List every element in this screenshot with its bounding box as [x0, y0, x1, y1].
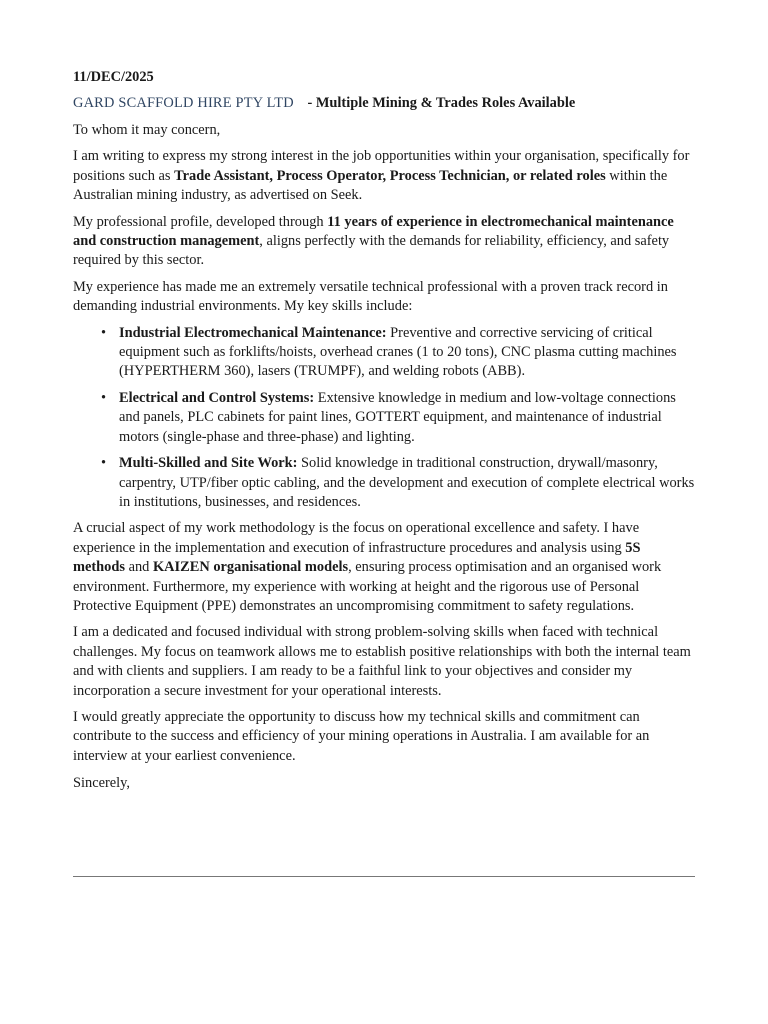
bold-text-run: 11 years of experience in electromechanical maintenance and construction management: [73, 213, 674, 250]
profile-paragraph: [73, 213, 695, 271]
skill-heading: Industrial Electromechanical Maintenance:: [119, 324, 387, 341]
text-run: A crucial aspect of my work methodology is the focus on operational excellence and safety. I have experience in the implementation and execution of infrastructure procedures and analysis using: [73, 520, 640, 556]
intro-paragraph: [73, 147, 695, 205]
methodology-paragraph: [73, 519, 695, 616]
text-run: My professional profile, developed through: [73, 213, 328, 230]
skills-intro-paragraph: My experience has made me an extremely versatile technical professional with a proven track record in demanding industrial environments. My key skills include:: [73, 278, 668, 315]
text-run: , ensuring process optimisation and an organised work environment. Furthermore, my experience with working at height and the rigorous use of Personal Protective Equipment (PPE) demonstrates an uncompromising commitment to safety regulations.: [73, 559, 662, 614]
cover-letter: [73, 64, 695, 794]
dedication-paragraph: I am a dedicated and focused individual with strong problem-solving skills when faced with technical challenges. My focus on teamwork allows me to establish positive relationships with both the internal team and with clients and suppliers. I am ready to be a faithful link to your objectives and consider my incorporation a secure investment for your operational interests.: [73, 624, 691, 699]
signature-line: [73, 876, 695, 877]
skill-description: Solid knowledge in traditional construction, drywall/masonry, carpentry, UTP/fiber optic cabling, and the development and execution of complete electrical works in institutions, businesses, and residences.: [119, 455, 695, 510]
signoff: Sincerely,: [73, 775, 131, 792]
bold-text-run: Trade Assistant, Process Operator, Process Technician, or related roles: [174, 167, 606, 184]
skill-heading: Multi-Skilled and Site Work:: [119, 455, 298, 472]
text-run: I am writing to express my strong interest in the job opportunities within your organisation, specifically for positions such as: [73, 148, 690, 184]
text-run: within the Australian mining industry, as advertised on Seek.: [73, 167, 668, 204]
bold-text-run: KAIZEN organisational models: [152, 559, 349, 576]
skill-description: Preventive and corrective servicing of critical equipment such as forklifts/hoists, overhead cranes (1 to 20 tons), CNC plasma cutting machines (HYPERTHERM 360), lasers (TRUMPF), and welding robots (ABB).: [119, 324, 677, 380]
bold-text-run: 5S methods: [73, 539, 641, 576]
text-run: , aligns perfectly with the demands for reliability, efficiency, and safety required by this sector.: [73, 233, 670, 269]
letter-date: 11/DEC/2025: [73, 69, 154, 85]
role-title: - Multiple Mining & Trades Roles Available: [307, 95, 576, 111]
salutation: To whom it may concern,: [73, 122, 221, 138]
company-name: GARD SCAFFOLD HIRE PTY LTD: [73, 95, 294, 111]
skill-heading: Electrical and Control Systems:: [119, 389, 315, 406]
skills-list: [73, 324, 695, 513]
skill-item: [119, 454, 695, 512]
skill-description: Extensive knowledge in medium and low-voltage connections and panels, PLC cabinets for paint lines, GOTTERT equipment, and maintenance of industrial motors (single-phase and three-phase) and lighting.: [119, 389, 676, 445]
recipient-heading: [73, 94, 695, 114]
skill-item: [119, 324, 695, 382]
skill-item: [119, 389, 695, 447]
closing-paragraph: I would greatly appreciate the opportunity to discuss how my technical skills and commitment can contribute to the success and efficiency of your mining operations in Australia. I am available for an interview at your earliest convenience.: [73, 708, 650, 764]
text-run: and: [124, 559, 153, 576]
